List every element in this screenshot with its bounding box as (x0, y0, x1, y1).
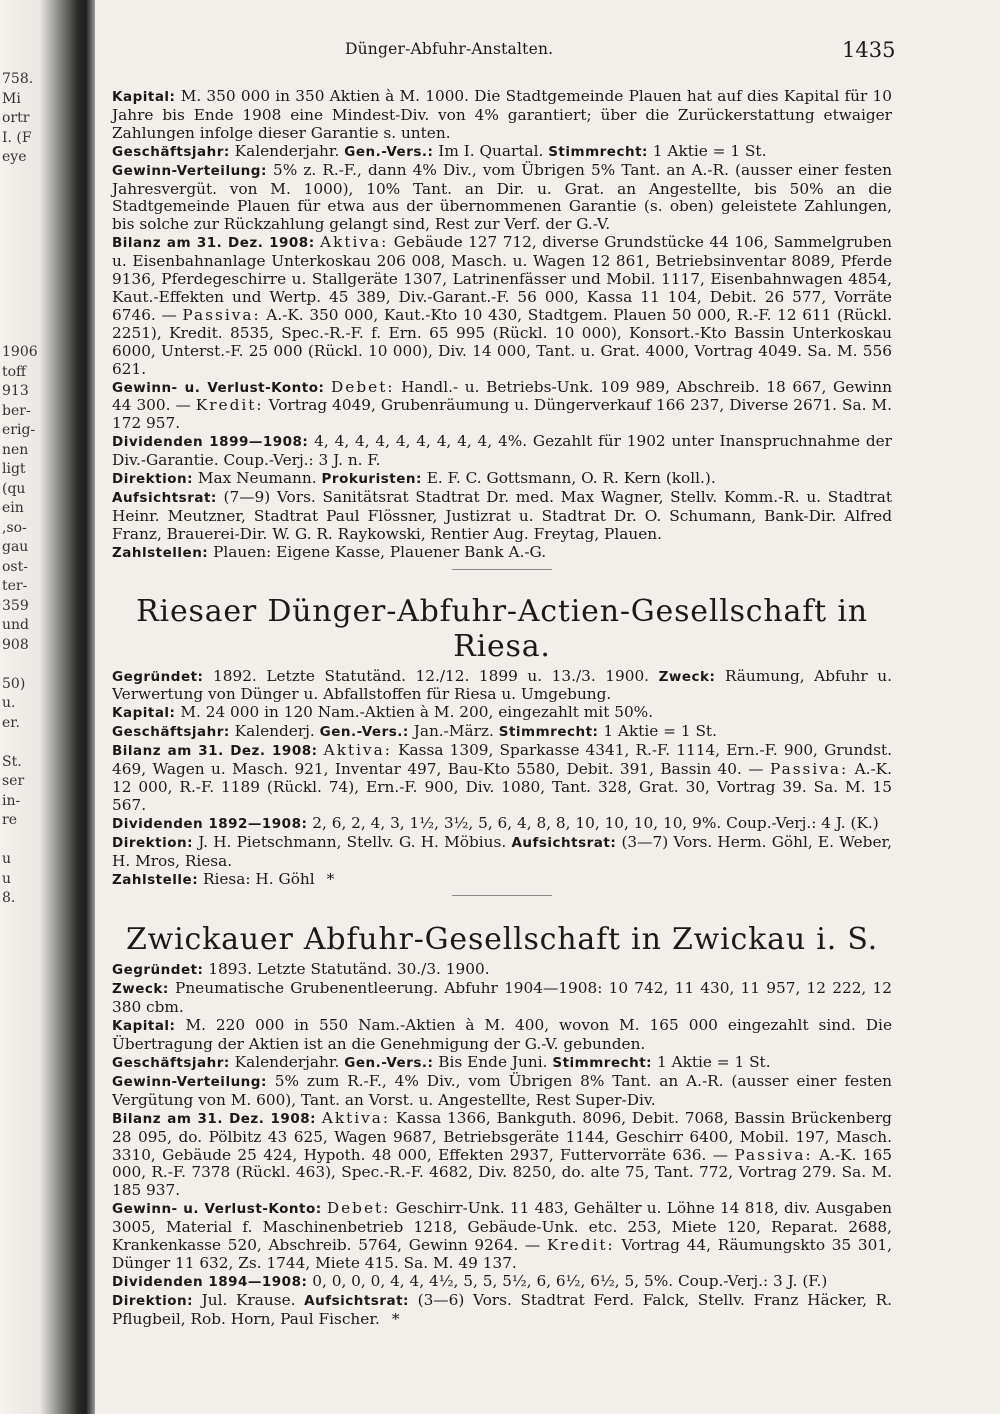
margin-fragment: nen (2, 441, 29, 458)
plauen-gewinn-verlust-konto: Gewinn- u. Verlust-Konto: Debet: Handl.- u. Betriebs-Unk. 109 989, Abschreib. 18 667, Gewinn 44 300. — Kredit: Vortrag 4049, Grubenräumung u. Düngerverkauf 166 237, Diverse 2671. Sa. M. 172 957. (112, 377, 892, 433)
margin-fragment (2, 226, 50, 246)
margin-fragment: Mi (2, 90, 21, 107)
riesa-gegruendet: Gegründet: 1892. Letzte Statutänd. 12./12. 1899 u. 13./3. 1900. Zweck: Räumung, Abfuhr u. Verwertung von Dünger u. Abfallstoffen für Riesa u. Umgebung. (112, 666, 892, 704)
margin-fragment: 913 (2, 383, 29, 399)
plauen-zahlstellen: Zahlstellen: Plauen: Eigene Kasse, Plauener Bank A.-G. (112, 542, 547, 561)
zwickau-zweck: Zweck: Pneumatische Grubenentleerung. Abfuhr 1904—1908: 10 742, 11 430, 11 957, 12 222, 12 380 cbm. (112, 979, 892, 1017)
margin-fragment: ser (2, 773, 25, 789)
zwickau-dividenden: Dividenden 1894—1908: 0, 0, 0, 0, 4, 4, 4½, 5, 5, 5½, 6, 6½, 6½, 5, 5%. Coup.-Verj.: 3 J. (F.) (112, 1271, 828, 1290)
margin-fragment: ortr (2, 110, 30, 126)
section-divider (452, 895, 552, 896)
margin-fragment (2, 655, 50, 675)
margin-fragment: ber- (2, 402, 31, 419)
zwickau-company-title: Zwickauer Abfuhr-Gesellschaft in Zwickau i. S. (126, 922, 878, 958)
zwickau-bilanz: Bilanz am 31. Dez. 1908: Aktiva: Kassa 1366, Bankguth. 8096, Debit. 7068, Bassin Brückenberg 28 095, do. Pölbitz 43 625, Wagen 9687, Betriebsgeräte 1144, Geschirr 6400, Mobil. 197, Masch. 3310, Gebäude 25 424, Hypoth. 48 000, Effekten 2937, Futtervorräte 636. — Passiva: A.-K. 165 000, R.-F. 7378 (Rückl. 463), Spec.-R.-F. 4682, Div. 8250, do. alte 75, Tant. 772, Vortrag 279. Sa. M. 185 937. (112, 1108, 892, 1200)
margin-fragment (2, 831, 50, 851)
riesa-bilanz: Bilanz am 31. Dez. 1908: Aktiva: Kassa 1309, Sparkasse 4341, R.-F. 1114, Ern.-F. 900, Grundst. 469, Wagen u. Masch. 921, Inventar 497, Bau-Kto 5580, Debit. 391, Bassin 40. — Passiva: A.-K. 12 000, R.-F. 1189 (Rückl. 74), Ern.-F. 900, Div. 1080, Tant. 328, Grat. 30, Vortrag 39. Sa. M. 15 567. (112, 741, 892, 814)
margin-fragment: eye (2, 149, 27, 165)
margin-fragment (2, 207, 50, 227)
margin-fragment: u. (2, 695, 16, 711)
margin-fragment: ost- (2, 558, 28, 575)
zwickau-gegruendet: Gegründet: 1893. Letzte Statutänd. 30./3. 1900. (112, 960, 490, 979)
margin-fragment: (qu (2, 480, 26, 497)
margin-fragment: er. (2, 714, 20, 731)
margin-fragment: ligt (2, 461, 26, 477)
margin-fragment (2, 246, 50, 266)
section-divider (452, 569, 552, 570)
margin-fragment: 8. (2, 890, 16, 906)
margin-fragment: ein (2, 500, 24, 516)
zwickau-gewinn-verteilung: Gewinn-Verteilung: 5% zum R.-F., 4% Div., vom Übrigen 8% Tant. an A.-R. (ausser einer festen Vergütung von M. 600), Tant. an Vorst. u. Angestellte, Rest Super-Div. (112, 1071, 892, 1109)
margin-fragment: ,so- (2, 519, 27, 536)
margin-fragment: 908 (2, 636, 29, 653)
margin-fragment: I. (F (2, 129, 32, 146)
plauen-entry (112, 88, 892, 570)
zwickau-geschaeftsjahr: Geschäftsjahr: Kalenderjahr. Gen.-Vers.: Bis Ende Juni. Stimmrecht: 1 Aktie = 1 St. (112, 1052, 771, 1071)
margin-fragment: 50) (2, 675, 26, 692)
margin-fragment (2, 285, 50, 305)
plauen-direktion: Direktion: Max Neumann. Prokuristen: E. F. C. Gottsmann, O. R. Kern (koll.). (112, 469, 716, 488)
riesa-geschaeftsjahr: Geschäftsjahr: Kalenderj. Gen.-Vers.: Jan.-März. Stimmrecht: 1 Aktie = 1 St. (112, 722, 717, 741)
riesa-direktion: Direktion: J. H. Pietschmann, Stellv. G. H. Möbius. Aufsichtsrat: (3—7) Vors. Herm. Göhl, E. Weber, H. Mros, Riesa. (112, 832, 893, 870)
running-head-title: Dünger-Abfuhr-Anstalten. (345, 40, 554, 58)
riesa-dividenden: Dividenden 1892—1908: 2, 6, 2, 4, 3, 1½, 3½, 5, 6, 4, 8, 8, 10, 10, 10, 10, 9%. Coup.-Verj.: 4 J. (K.) (112, 813, 879, 832)
margin-fragment: 1906 (2, 344, 38, 360)
running-head (0, 40, 1000, 64)
facing-page-margin (2, 70, 50, 909)
margin-fragment (2, 187, 50, 207)
margin-fragment: u (2, 851, 12, 867)
plauen-bilanz: Bilanz am 31. Dez. 1908: Aktiva: Gebäude 127 712, diverse Grundstücke 44 106, Sammelgruben u. Eisenbahnanlage Unterkoskau 206 008, Masch. u. Wagen 12 861, Betriebsinventar 8089, Pferde 9136, Pferdegeschirre u. Stallgeräte 1307, Latrinenfässer und Mobil. 1117, Eisenbahnwagen 4854, Kaut.-Effekten und Wertp. 45 389, Div.-Garant.-F. 56 000, Kassa 11 104, Debit. 26 577, Vorräte 6746. — Passiva: A.-K. 350 000, Kaut.-Kto 10 430, Stadtgem. Plauen 50 000, R.-F. 12 611 (Rückl. 2251), Kredit. 8535, Spec.-R.-F. f. Ern. 65 995 (Rückl. 10 000), Konsort.-Kto Bassin Unterkoskau 6000, Unterst.-F. 25 000 (Rückl. 10 000), Div. 14 000, Tant. u. Grat. 4000, Vortrag 4049. Sa. M. 556 621. (112, 233, 892, 378)
zwickau-gewinn-verlust-konto: Gewinn- u. Verlust-Konto: Debet: Geschirr-Unk. 11 483, Gehälter u. Löhne 14 818, div. Ausgaben 3005, Material f. Maschinenbetrieb 1218, Gebäude-Unk. etc. 253, Miete 120, Reparat. 2688, Krankenkasse 520, Abschreib. 5764, Gewinn 9264. — Kredit: Vortrag 44, Räumungskto 35 301, Dünger 11 632, Zs. 1744, Miete 415. Sa. M. 49 137. (112, 1199, 892, 1272)
riesa-entry (112, 594, 892, 897)
plauen-kapital: Kapital: M. 350 000 in 350 Aktien à M. 1000. Die Stadtgemeinde Plauen hat auf dies Kapital für 10 Jahre bis Ende 1908 eine Mindest-Div. von 4% garantiert; über die Zurückerstattung etwaiger Zahlungen infolge dieser Garantie s. unten. (112, 87, 892, 142)
riesa-kapital: Kapital: M. 24 000 in 120 Nam.-Aktien à M. 200, eingezahlt mit 50%. (112, 703, 654, 722)
plauen-dividenden: Dividenden 1899—1908: 4, 4, 4, 4, 4, 4, 4, 4, 4, 4%. Gezahlt für 1902 unter Inanspruchnahme der Div.-Garantie. Coup.-Verj.: 3 J. n. F. (112, 432, 892, 470)
margin-fragment: in- (2, 792, 21, 809)
margin-fragment: und (2, 617, 29, 633)
margin-fragment: u (2, 870, 12, 887)
page-number: 1435 (842, 38, 896, 62)
margin-fragment (2, 324, 50, 344)
margin-fragment: St. (2, 753, 22, 770)
page-content (112, 88, 892, 1329)
plauen-geschaeftsjahr: Geschäftsjahr: Kalenderjahr. Gen.-Vers.: Im I. Quartal. Stimmrecht: 1 Aktie = 1 St. (112, 141, 767, 160)
margin-fragment: 359 (2, 597, 29, 614)
zwickau-direktion: Direktion: Jul. Krause. Aufsichtsrat: (3—6) Vors. Stadtrat Ferd. Falck, Stellv. Franz Häcker, R. Pflugbeil, Rob. Horn, Paul Fischer. * (112, 1290, 892, 1328)
zwickau-entry (112, 922, 892, 1328)
riesa-company-title: Riesaer Dünger-Abfuhr-Actien-Gesellschaft in Riesa. (136, 593, 868, 664)
margin-fragment: toff (2, 363, 27, 380)
zwickau-kapital: Kapital: M. 220 000 in 550 Nam.-Aktien à M. 400, wovon M. 165 000 eingezahlt sind. Die Übertragung der Aktien ist an die Genehmigung der G.-V. gebunden. (112, 1016, 892, 1054)
riesa-zahlstelle: Zahlstelle: Riesa: H. Göhl * (112, 869, 335, 888)
margin-fragment: gau (2, 539, 29, 555)
margin-fragment: re (2, 812, 17, 828)
margin-fragment: 758. (2, 71, 34, 87)
margin-fragment: erig- (2, 422, 36, 438)
plauen-gewinn-verteilung: Gewinn-Verteilung: 5% z. R.-F., dann 4% Div., vom Übrigen 5% Tant. an A.-R. (ausser einer festen Jahresvergüt. von M. 1000), 10% Tant. an Dir. u. Grat. an Angestellte, bis 50% an die Stadtgemeinde Plauen für etwa aus der übernommenen Garantie (s. oben) geleistete Zahlungen, bis solche zur Rückzahlung gelangt sind, Rest zur Verf. der G.-V. (112, 160, 892, 234)
margin-fragment (2, 265, 50, 285)
margin-fragment (2, 304, 50, 324)
margin-fragment (2, 168, 50, 188)
plauen-aufsichtsrat: Aufsichtsrat: (7—9) Vors. Sanitätsrat Stadtrat Dr. med. Max Wagner, Stellv. Komm.-R. u. Stadtrat Heinr. Meutzner, Stadtrat Paul Flössner, Justizrat u. Stadtrat Dr. O. Schumann, Bank-Dir. Alfred Franz, Brauerei-Dir. W. G. R. Raykowski, Rentier Aug. Freytag, Plauen. (112, 487, 892, 543)
margin-fragment (2, 733, 50, 753)
margin-fragment: ter- (2, 578, 28, 594)
